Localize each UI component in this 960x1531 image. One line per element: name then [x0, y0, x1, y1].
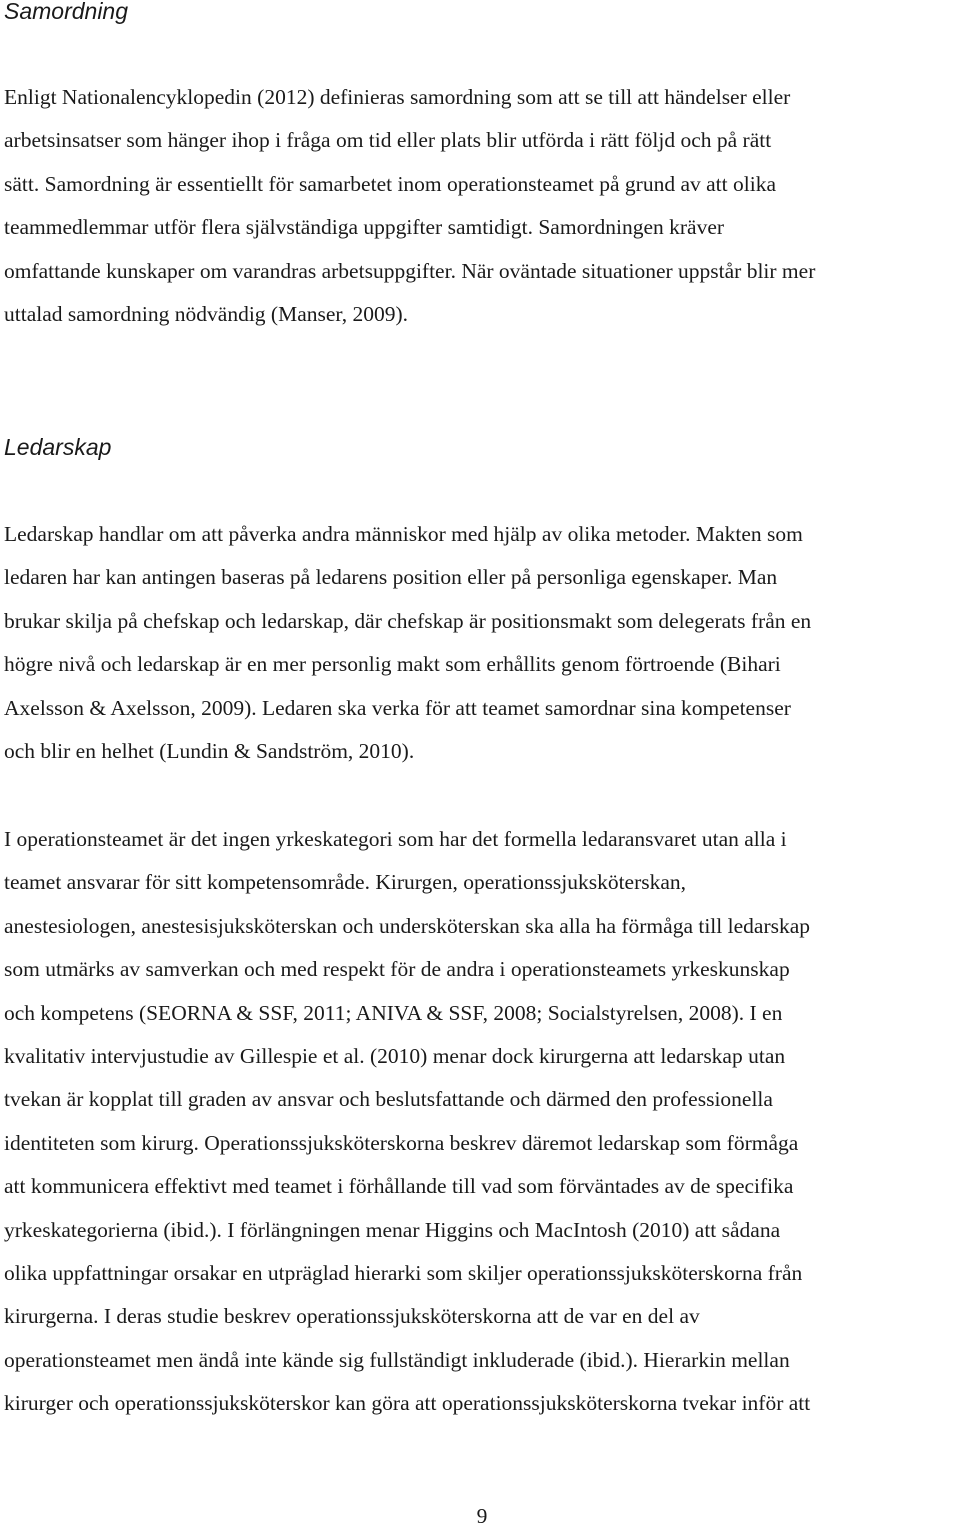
text-line: högre nivå och ledarskap är en mer personlig makt som erhållits genom förtroende (Bihari	[4, 652, 781, 677]
text-line: omfattande kunskaper om varandras arbetsuppgifter. När oväntade situationer uppstår blir mer	[4, 258, 816, 283]
text-line: och kompetens (SEORNA & SSF, 2011; ANIVA & SSF, 2008; Socialstyrelsen, 2008). I en	[4, 1000, 783, 1025]
text-line: teamet ansvarar för sitt kompetensområde. Kirurgen, operationssjuksköterskan,	[4, 870, 687, 895]
text-line: operationsteamet men ändå inte kände sig fullständigt inkluderade (ibid.). Hierarkin mellan	[4, 1347, 790, 1372]
section-heading-samordning: Samordning	[4, 0, 129, 24]
text-line: ledaren har kan antingen baseras på ledarens position eller på personliga egenskaper. Man	[4, 565, 778, 590]
text-line: tvekan är kopplat till graden av ansvar och beslutsfattande och därmed den professionella	[4, 1087, 773, 1112]
paragraph-ledarskap-1	[4, 513, 960, 773]
text-line: Ledarskap handlar om att påverka andra människor med hjälp av olika metoder. Makten som	[4, 522, 803, 546]
paragraph-samordning	[4, 76, 960, 336]
text-line: anestesiologen, anestesisjuksköterskan och undersköterskan ska alla ha förmåga till ledarskap	[4, 913, 811, 938]
text-line: Axelsson & Axelsson, 2009). Ledaren ska verka för att teamet samordnar sina kompetenser	[4, 695, 791, 720]
text-line: uttalad samordning nödvändig (Manser, 2009).	[4, 301, 408, 326]
text-line: brukar skilja på chefskap och ledarskap, där chefskap är positionsmakt som delegerats från en	[4, 608, 812, 633]
text-line: arbetsinsatser som hänger ihop i fråga om tid eller plats blir utförda i rätt följd och på rätt	[4, 128, 772, 153]
text-line: teammedlemmar utför flera självständiga uppgifter samtidigt. Samordningen kräver	[4, 215, 725, 240]
text-line: kirurger och operationssjuksköterskor kan göra att operationssjuksköterskorna tvekar inför att	[4, 1391, 811, 1416]
text-line: yrkeskategorierna (ibid.). I förlängningen menar Higgins och MacIntosh (2010) att sådana	[4, 1217, 781, 1242]
paragraph-ledarskap-2	[4, 818, 960, 1425]
text-line: sätt. Samordning är essentiellt för samarbetet inom operationsteamet på grund av att olika	[4, 171, 776, 196]
text-line: olika uppfattningar orsakar en utpräglad hierarki som skiljer operationssjuksköterskorna från	[4, 1260, 803, 1285]
text-line: som utmärks av samverkan och med respekt för de andra i operationsteamets yrkeskunskap	[4, 957, 790, 982]
section-heading-ledarskap: Ledarskap	[4, 434, 112, 460]
text-line: att kommunicera effektivt med teamet i förhållande till vad som förväntades av de specifika	[4, 1174, 794, 1199]
page-number: 9	[476, 1504, 488, 1528]
text-line: kirurgerna. I deras studie beskrev operationssjuksköterskorna att de var en del av	[4, 1304, 700, 1329]
text-line: identiteten som kirurg. Operationssjuksköterskorna beskrev däremot ledarskap som förmåga	[4, 1130, 799, 1155]
text-line: Enligt Nationalencyklopedin (2012) definieras samordning som att se till att händelser eller	[4, 85, 791, 109]
text-line: och blir en helhet (Lundin & Sandström, 2010).	[4, 738, 415, 763]
text-line: kvalitativ intervjustudie av Gillespie et al. (2010) menar dock kirurgerna att ledarskap utan	[4, 1043, 786, 1068]
text-line: I operationsteamet är det ingen yrkeskategori som har det formella ledaransvaret utan alla i	[4, 827, 787, 851]
